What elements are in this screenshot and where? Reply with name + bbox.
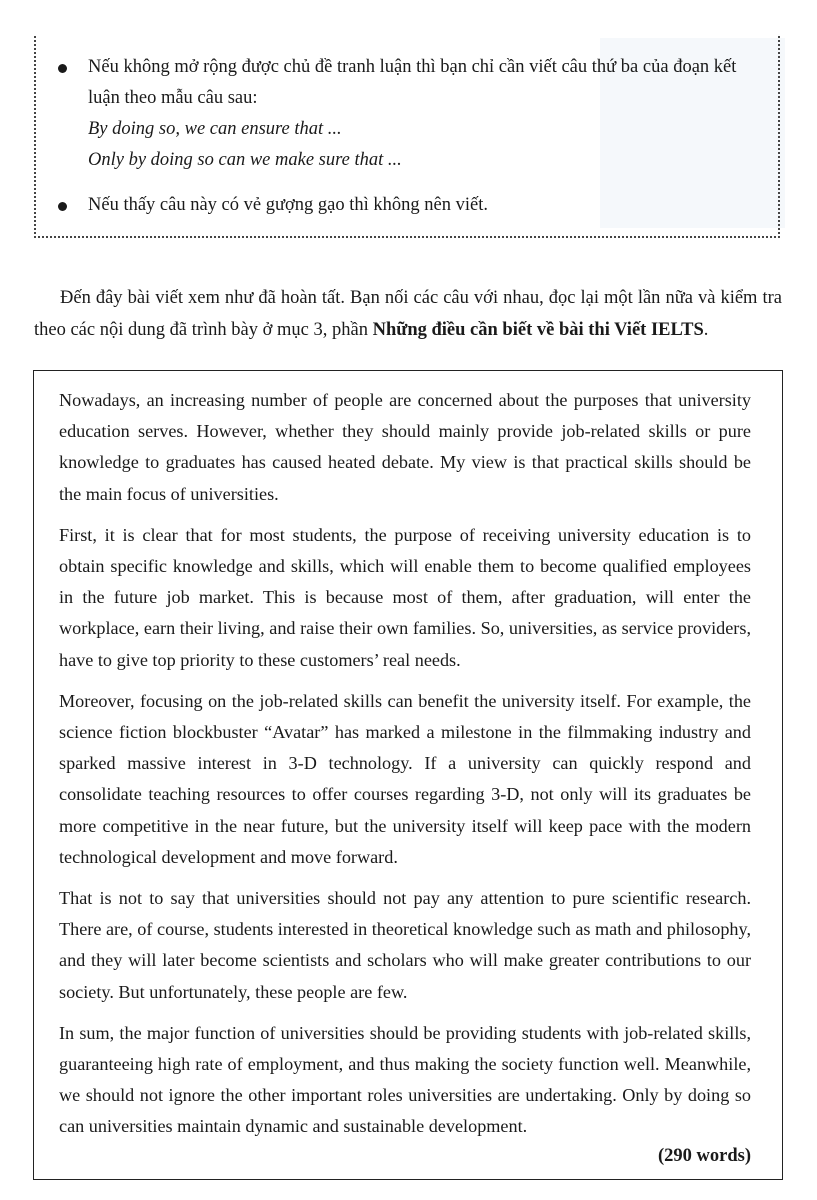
essay-paragraph: In sum, the major function of universities should be providing students with job-related skills, guaranteeing high rate of employment, and thus making the society function well. Meanwhile, we should not ignore the other important roles universities are undertaking. Only by doing so can universities maintain dynamic and sustainable development. [59,1022,751,1137]
tip-example: Only by doing so can we make sure that ... [88,150,402,170]
bullet-icon [58,64,67,73]
tip-box [34,36,780,238]
bullet-icon [58,202,67,211]
word-count: (290 words) [657,1146,751,1166]
tip-bullet-item [58,52,758,176]
intro-text: Đến đây bài viết xem như đã hoàn tất. Bạn nối các câu với nhau, đọc lại một lần nữa và kiểm tra theo các nội dung đã trình bày ở mục 3, phần [34,287,782,340]
sample-essay-box [33,370,783,1180]
intro-bold-reference: Những điều cần biết về bài thi Viết IELTS [372,319,704,340]
tip-bullet-item [58,190,758,221]
essay-paragraph: Nowadays, an increasing number of people are concerned about the purposes that university education serves. However, whether they should mainly provide job-related skills or pure knowledge to graduates has caused heated debate. My view is that practical skills should be the main focus of universities. [59,390,751,504]
intro-text-end: . [703,319,709,340]
tip-text: Nếu không mở rộng được chủ đề tranh luận thì bạn chỉ cần viết câu thứ ba của đoạn kết luận theo mẫu câu sau: [88,57,737,108]
tip-text: Nếu thấy câu này có vẻ gượng gạo thì không nên viết. [88,195,488,215]
intro-paragraph [34,282,782,346]
essay-paragraph: Moreover, focusing on the job-related skills can benefit the university itself. For example, the science fiction blockbuster “Avatar” has marked a milestone in the filmmaking industry and sparked massive interest in 3-D technology. If a university can quickly respond and consolidate teaching resources to offer courses regarding 3-D, not only will its graduates be more competitive in the near future, but the university itself will keep pace with the modern technological development and move forward. [59,690,751,867]
tip-example: By doing so, we can ensure that ... [88,119,342,139]
essay-paragraph: First, it is clear that for most students, the purpose of receiving university education is to obtain specific knowledge and skills, which will enable them to become qualified employees in the future job market. This is because most of them, after graduation, will enter the workplace, earn their living, and raise their own families. So, universities, as service providers, have to give top priority to these customers’ real needs. [59,524,751,670]
essay-paragraph: That is not to say that universities should not pay any attention to pure scientific research. There are, of course, students interested in theoretical knowledge such as math and philosophy, and they will later become scientists and scholars who will make greater contributions to our society. But unfortunately, these people are few. [59,888,751,1002]
